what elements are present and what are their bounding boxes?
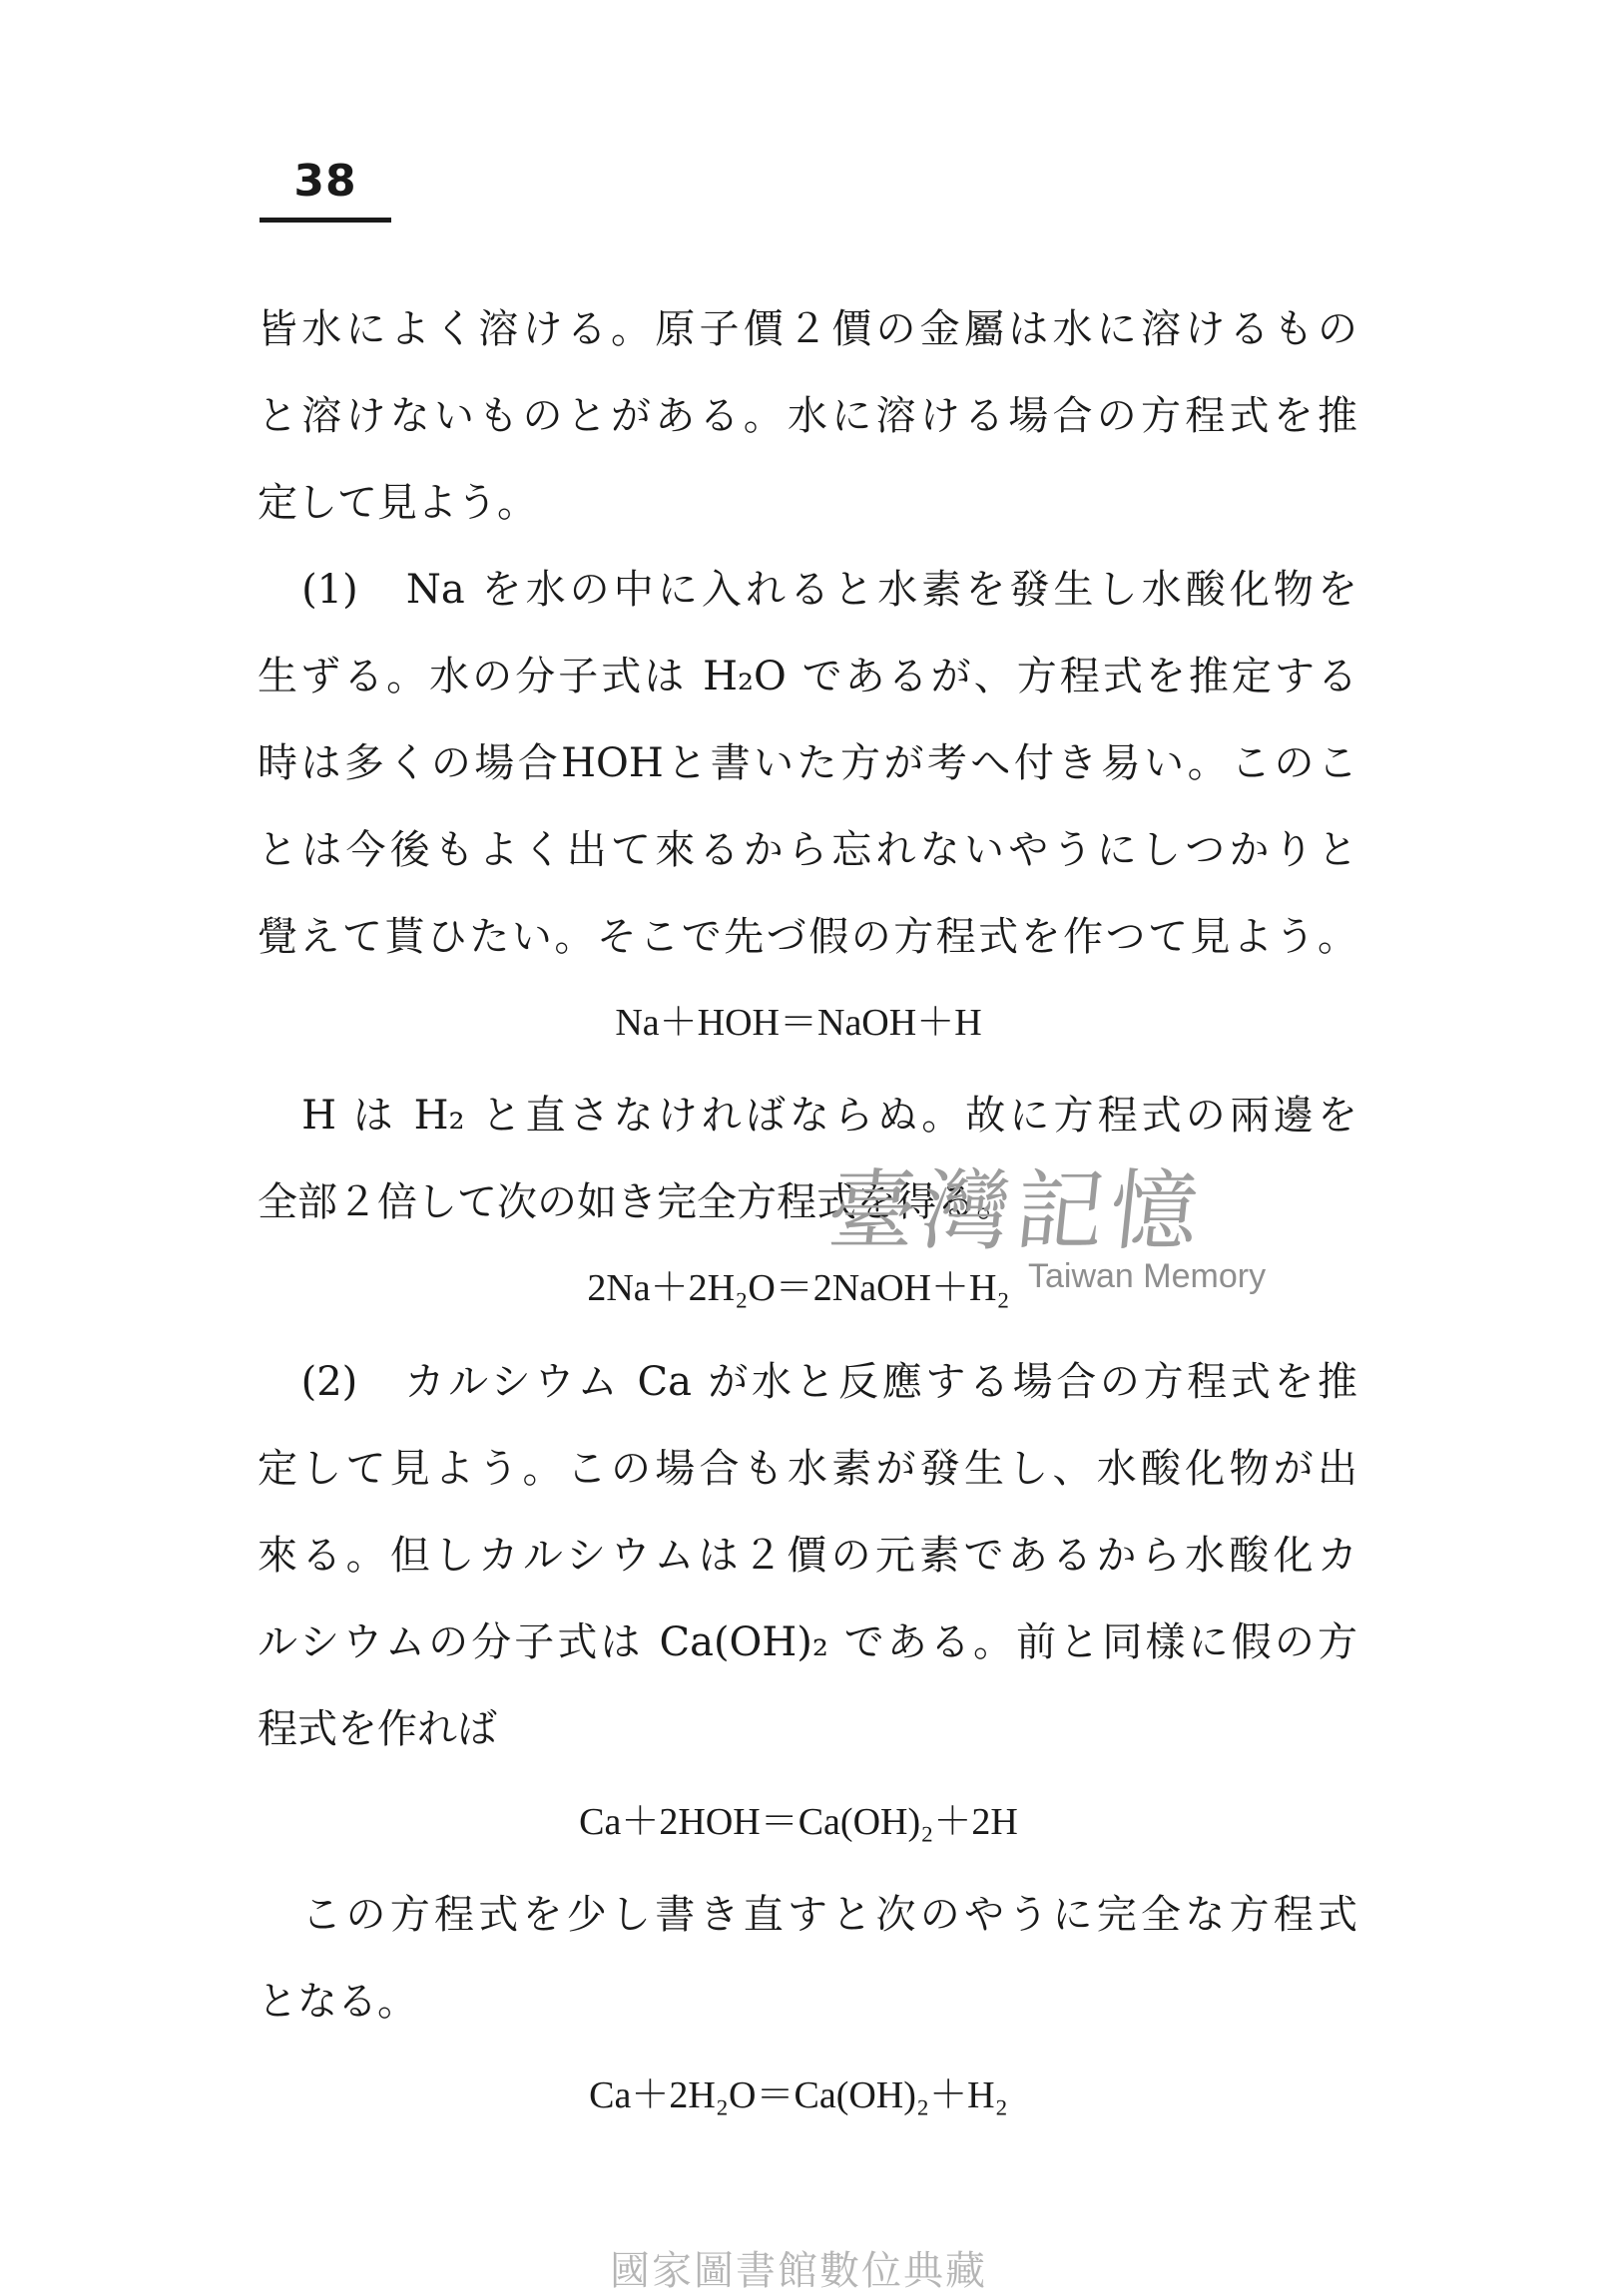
text-line: 覺えて貰ひたい。そこで先づ假の方程式を作つて見よう。 [258, 914, 1357, 960]
text-line: となる。 [258, 1979, 417, 2025]
text-line: H は H₂ と直さなければならぬ。故に方程式の兩邊を [258, 1093, 1357, 1139]
watermark-subtitle: Taiwan Memory [1028, 1257, 1267, 1295]
library-footer: 國家圖書館數位典藏 [610, 2248, 987, 2294]
equation-calcium-complete: Ca＋2H₂O＝Ca(OH)₂＋H₂ [589, 2074, 1008, 2116]
text-line: 定して見よう。この場合も水素が發生し、水酸化物が出 [258, 1446, 1357, 1492]
watermark-logo-text: 臺灣記憶 [822, 1159, 1210, 1262]
text-line: 皆水によく溶ける。原子價２價の金屬は水に溶けるもの [258, 306, 1357, 352]
text-line: ルシウムの分子式は Ca(OH)₂ である。前と同樣に假の方 [258, 1619, 1357, 1665]
text-line: と溶けないものとがある。水に溶ける場合の方程式を推 [258, 393, 1357, 439]
text-line: (1) Na を水の中に入れると水素を發生し水酸化物を [258, 567, 1357, 613]
page-number-rule [260, 218, 391, 223]
text-line: とは今後もよく出て來るから忘れないやうにしつかりと [258, 827, 1357, 873]
text-line: 來る。但しカルシウムは２價の元素であるから水酸化カ [258, 1533, 1357, 1579]
equation-sodium-provisional: Na＋HOH＝NaOH＋H [615, 1002, 982, 1044]
text-line: (2) カルシウム Ca が水と反應する場合の方程式を推 [258, 1359, 1357, 1405]
text-line: 全部２倍して次の如き完全方程式を得る。 [258, 1179, 1016, 1225]
page-number: 38 [293, 156, 357, 207]
text-line: この方程式を少し書き直すと次のやうに完全な方程式 [258, 1892, 1357, 1938]
equation-calcium-provisional: Ca＋2HOH＝Ca(OH)₂＋2H [579, 1801, 1018, 1843]
text-line: 生ずる。水の分子式は H₂O であるが、方程式を推定する [258, 654, 1357, 699]
text-line: 程式を作れば [258, 1706, 497, 1752]
text-line: 時は多くの場合HOHと書いた方が考へ付き易い。このこ [258, 740, 1357, 786]
equation-sodium-complete: 2Na＋2H₂O＝2NaOH＋H₂ [587, 1267, 1010, 1309]
text-line: 定して見よう。 [258, 480, 537, 526]
